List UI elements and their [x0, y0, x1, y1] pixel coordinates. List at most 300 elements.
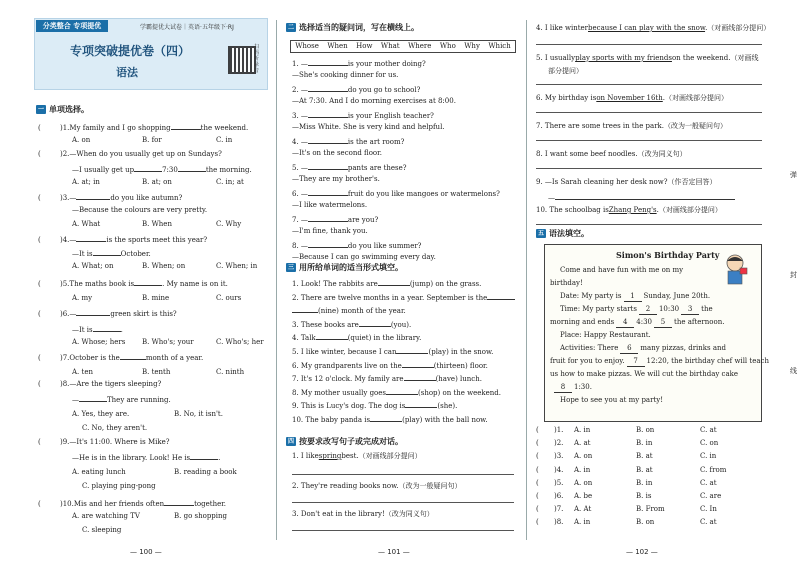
question-stem: together. [194, 500, 227, 508]
underlined-word: spring [318, 452, 342, 460]
section-3-line-4 [292, 319, 411, 330]
question-stem: . My name is on it. [162, 280, 228, 288]
option-a [72, 338, 125, 347]
answer-blank[interactable] [120, 352, 146, 360]
answer-line[interactable] [292, 530, 514, 531]
question-stem: 5. I like winter, because I can [292, 348, 397, 356]
question-stem: (jump) on the grass. [409, 280, 482, 288]
answer-row-3 [536, 452, 563, 461]
question-number: )5. [60, 280, 70, 288]
question-stem: 8. I want some beef noodles.（改为同义句） [536, 150, 687, 158]
option: A. in [574, 518, 591, 527]
series-name: 学霸提优大试卷 [140, 24, 183, 31]
question-number: )1. [60, 124, 70, 132]
section-4-question-6 [536, 94, 728, 103]
answer-blank[interactable] [178, 164, 206, 172]
question-stem: 7. It's 12 o'clock. My family are [292, 375, 404, 384]
question-stem: —When do you usually get up on Sundays? [69, 150, 222, 158]
question-stem: October is the [69, 354, 120, 362]
option: C. Why [216, 220, 242, 228]
option-c [700, 492, 721, 501]
story-line [560, 331, 651, 340]
answer-line [292, 123, 445, 132]
option-b [174, 468, 237, 477]
option-b [142, 338, 194, 347]
section-1-badge: 一 [37, 106, 44, 113]
question-7 [38, 352, 203, 363]
question-3 [38, 192, 182, 203]
answer-blank[interactable] [308, 136, 348, 144]
answer-blank[interactable] [308, 110, 348, 118]
answer-blank[interactable] [79, 394, 107, 402]
answer-text: —It's on the second floor. [292, 149, 382, 157]
question-stem: 10. The baby panda is [292, 416, 371, 424]
question-stem: the weekend. [200, 124, 249, 132]
page-number-101: — 101 — [378, 548, 410, 556]
answer-blank[interactable] [405, 400, 437, 408]
question-stem: —I usually get up [72, 166, 135, 174]
option-b [142, 220, 172, 229]
answer-line[interactable] [536, 44, 762, 45]
question-8 [38, 380, 161, 389]
question-number: )6. [554, 492, 564, 500]
boy-illustration-icon [720, 252, 750, 286]
answer-blank[interactable] [308, 84, 348, 92]
story-text: birthday! [550, 279, 583, 287]
question-number: )7. [60, 354, 70, 362]
option: B. on [636, 518, 655, 527]
question-stem: . [120, 326, 123, 334]
question-stem: 6. My grandparents live on the [292, 361, 402, 370]
option-a [574, 466, 590, 475]
option: A. my [72, 294, 93, 302]
section-1-title: 单项选择。 [49, 105, 89, 114]
section-2-question-1 [292, 58, 426, 69]
question-4-line2 [72, 248, 151, 259]
option: C. in [700, 452, 717, 461]
answer-blank[interactable] [171, 122, 201, 130]
story-line [560, 292, 710, 302]
question-stem: is your English teacher? [347, 112, 434, 120]
option: C. Who's; her [216, 338, 264, 346]
question-stem: (nine) month of the year. [318, 307, 406, 316]
numbered-blank[interactable]: 7 [627, 357, 645, 367]
question-stem: is the art room? [347, 138, 405, 146]
question-stem: 10. The schoolbag is [536, 206, 609, 214]
question-stem: (play) with the ball now. [402, 416, 488, 424]
question-stem: (quiet) in the library. [347, 334, 422, 343]
answer-blank[interactable] [396, 346, 428, 354]
question-stem: — [69, 310, 77, 318]
section-3-line-9 [292, 387, 501, 398]
question-stem: 2. They're reading books now.（改为一般疑问句） [292, 482, 462, 490]
question-number: )6. [60, 310, 70, 318]
option: A. are watching TV [72, 512, 140, 520]
option: A. on [574, 478, 593, 487]
option-b [142, 178, 172, 187]
option: A. on [72, 136, 91, 144]
answer-blank[interactable] [378, 278, 410, 286]
question-stem: . [218, 454, 221, 462]
option: C. When; in [216, 262, 258, 270]
edition: RJ [227, 24, 234, 31]
question-number: )1. [554, 426, 564, 434]
question-stem: 4. Talk [292, 334, 316, 343]
story-text: Date: My party is [560, 292, 622, 300]
question-3-line2 [72, 206, 207, 215]
numbered-blank[interactable]: 1 [624, 292, 642, 302]
story-line [560, 344, 726, 354]
answer-blank[interactable] [134, 164, 162, 172]
answer-blank[interactable] [308, 240, 348, 248]
word-bank-item: Whose [295, 42, 319, 50]
section-2-question-4 [292, 136, 404, 147]
answer-text: —At 7:30. And I do morning exercises at 8:00. [292, 97, 456, 105]
option-b [174, 410, 223, 419]
section-4-heading [286, 436, 403, 447]
question-10 [38, 498, 226, 509]
option: C. ninth [216, 368, 245, 376]
underlined-word: Zhang Peng's [608, 206, 657, 214]
option: C. in [216, 136, 233, 144]
question-stem: 2. There are twelve months in a year. September is the [292, 293, 488, 302]
option: C. from [700, 465, 727, 474]
answer-line [292, 175, 380, 184]
option: A. in [574, 426, 591, 434]
section-3-line-7 [292, 360, 488, 371]
answer-paren[interactable]: ( [38, 194, 41, 202]
subject: 英语 [188, 24, 201, 31]
section-4-question-5-line2 [548, 67, 583, 76]
question-number: )3. [554, 452, 564, 461]
numbered-blank[interactable]: 2 [639, 305, 657, 315]
option-c [82, 424, 147, 433]
question-stem: 1. — [292, 60, 308, 68]
answer-blank[interactable] [308, 58, 348, 66]
story-text: Come and have fun with me on my [560, 266, 684, 274]
question-stem: —It's 11:00. Where is Mike? [69, 438, 170, 446]
option-b [636, 452, 653, 461]
numbered-blank[interactable]: 4 [616, 318, 634, 328]
option: B. at [636, 465, 653, 474]
question-stem: .（对画线部分提问） [662, 94, 728, 102]
section-2-title: 选择适当的疑问词，写在横线上。 [299, 23, 419, 32]
story-line [560, 396, 663, 405]
story-text: Sunday, June 20th. [643, 292, 711, 300]
answer-blank[interactable] [76, 234, 106, 242]
option-a [72, 512, 140, 521]
section-4-question-9-answer [548, 192, 735, 203]
answer-text: —Miss White. She is very kind and helpful. [292, 123, 445, 131]
section-4-title: 按要求改写句子或完成对话。 [299, 437, 403, 446]
section-4-question-7 [536, 122, 727, 131]
option: A. on [574, 452, 593, 461]
option-a [72, 220, 100, 229]
answer-blank[interactable] [93, 324, 121, 332]
option: B. No, it isn't. [174, 410, 223, 418]
option: A. at [574, 439, 591, 448]
answer-paren[interactable]: ( [536, 439, 539, 448]
answer-blank[interactable] [404, 373, 436, 381]
answer-blank[interactable] [308, 188, 348, 196]
left-page [0, 0, 272, 566]
section-2-question-7 [292, 214, 378, 225]
answer-paren[interactable]: ( [38, 380, 41, 388]
answer-paren[interactable]: ( [38, 310, 41, 318]
answer-paren[interactable]: ( [38, 438, 41, 446]
word-bank-item: What [380, 42, 400, 50]
section-4-question-4 [536, 24, 770, 33]
answer-row-8 [536, 518, 563, 527]
question-stem: —It is [72, 250, 93, 258]
option: B. is [636, 492, 652, 500]
right-page [530, 0, 800, 566]
answer-paren[interactable]: ( [38, 280, 41, 288]
answer-line[interactable] [536, 84, 762, 85]
numbered-blank[interactable]: 8 [554, 383, 572, 393]
question-stem: best.（对画线部分提问） [341, 452, 422, 460]
story-text: fruit for you to enjoy. [550, 357, 625, 365]
answer-paren[interactable]: ( [536, 478, 539, 487]
answer-paren[interactable]: ( [536, 492, 539, 500]
option: B. mine [142, 294, 170, 302]
answer-line[interactable] [536, 168, 762, 169]
question-stem: Mis and her friends often [73, 500, 165, 508]
answer-paren[interactable]: ( [38, 236, 41, 244]
answer-row-6 [536, 492, 563, 501]
answer-paren[interactable]: ( [536, 505, 539, 514]
answer-paren[interactable]: ( [38, 354, 41, 362]
option: A. in [574, 465, 591, 474]
option-b [142, 368, 170, 377]
question-9-line2 [72, 452, 220, 463]
answer-blank[interactable] [359, 319, 391, 327]
story-line [552, 383, 592, 393]
section-2-question-2 [292, 84, 420, 95]
section-3-line-6 [292, 346, 493, 357]
answer-paren[interactable]: ( [38, 150, 41, 158]
story-line [560, 266, 683, 275]
section-2-heading [286, 22, 419, 33]
answer-text: —She's cooking dinner for us. [292, 71, 399, 79]
option-a [72, 178, 100, 187]
option-c [700, 466, 726, 475]
qr-label: 扫码听录音 [254, 44, 260, 74]
option-b [636, 479, 652, 488]
answer-blank[interactable] [164, 498, 194, 506]
option: B. go shopping [174, 512, 228, 520]
question-stem: — [548, 194, 555, 202]
question-stem: —Are the tigers sleeping? [69, 380, 162, 388]
section-3-line-10 [292, 400, 457, 411]
story-text: us how to make pizzas. We will cut the birthday cake [550, 370, 739, 378]
question-number: )5. [554, 478, 564, 487]
option: B. When [142, 220, 172, 228]
question-stem: My family and I go shopping [69, 124, 171, 132]
option-c [700, 426, 717, 435]
answer-row-1 [536, 426, 563, 435]
question-stem: on the weekend.（对画线 [671, 54, 759, 62]
section-3-title: 用所给单词的适当形式填空。 [299, 263, 403, 272]
question-stem: (you). [390, 320, 412, 329]
numbered-blank[interactable]: 5 [654, 318, 672, 328]
story-text: the afternoon. [674, 318, 725, 326]
option-c [216, 220, 241, 229]
answer-paren[interactable]: ( [536, 426, 539, 434]
question-stem: 3. Don't eat in the library!（改为同义句） [292, 510, 434, 518]
option: C. playing ping-pong [82, 482, 156, 490]
option-c [700, 452, 716, 461]
answer-blank[interactable] [93, 248, 121, 256]
answer-blank[interactable] [134, 278, 162, 286]
option-c [82, 482, 156, 491]
option: C. in; at [216, 178, 244, 186]
question-stem: 9. —Is Sarah cleaning her desk now?（作否定回答） [536, 178, 717, 186]
answer-blank[interactable] [487, 292, 515, 300]
option-b [142, 294, 169, 303]
question-6 [38, 308, 177, 319]
binding-margin [790, 170, 800, 390]
word-bank-item: Why [464, 42, 480, 50]
question-stem: .（对画线部分提问） [705, 24, 771, 32]
answer-blank[interactable] [292, 305, 318, 313]
answer-blank[interactable] [316, 332, 348, 340]
question-stem: 1. I like [292, 452, 319, 460]
option-a [574, 452, 592, 461]
question-stem: do you like summer? [347, 242, 422, 250]
answer-blank[interactable] [76, 308, 110, 316]
answer-line[interactable] [292, 474, 514, 475]
series-label: 学霸提优大试卷｜英语·五年级下·RJ [140, 24, 234, 31]
answer-blank[interactable] [308, 162, 348, 170]
question-stem: the morning. [205, 166, 252, 174]
answer-blank[interactable] [76, 192, 110, 200]
section-4-question-2 [292, 482, 462, 491]
section-3-line-2 [292, 292, 515, 303]
question-stem: 1. Look! The rabbits are [292, 280, 378, 288]
question-stem: —It is [72, 326, 93, 334]
answer-line[interactable] [292, 502, 514, 503]
answer-line[interactable] [536, 112, 762, 113]
section-4-question-8 [536, 150, 687, 159]
answer-paren[interactable]: ( [536, 465, 539, 474]
underlined-word: play sports with my friends [575, 54, 672, 62]
question-6-line2 [72, 324, 123, 335]
numbered-blank[interactable]: 3 [681, 305, 699, 315]
section-5-title: 语法填空。 [549, 229, 589, 238]
underlined-word: because I can play with the snow [588, 24, 706, 32]
question-stem: 部分提问） [548, 67, 583, 75]
story-text: Time: My party starts [560, 305, 637, 313]
underlined-word: on November 16th [596, 94, 663, 102]
story-line [550, 357, 769, 367]
option-c [216, 262, 257, 271]
answer-line[interactable] [536, 140, 762, 141]
margin-char-3: 线 [790, 367, 797, 375]
question-2 [38, 150, 222, 159]
section-3-line-5 [292, 332, 421, 343]
answer-paren[interactable]: ( [38, 500, 41, 508]
answer-blank[interactable] [370, 414, 402, 422]
section-3-heading [286, 262, 403, 273]
option: A. At [574, 505, 592, 514]
answer-line[interactable] [536, 224, 762, 225]
answer-line [292, 149, 382, 158]
option: C. ours [216, 294, 242, 302]
page-subtitle: 语法 [116, 66, 138, 79]
section-4-question-1 [292, 452, 422, 461]
answer-blank[interactable] [555, 192, 735, 200]
option-c [216, 338, 264, 347]
answer-paren[interactable]: ( [536, 452, 539, 461]
option-b [636, 439, 652, 448]
answer-row-5 [536, 479, 563, 488]
story-text: 1:30. [574, 383, 592, 391]
section-5-badge: 五 [537, 230, 544, 237]
question-stem: (shop) on the weekend. [418, 388, 502, 397]
story-line [550, 279, 583, 288]
question-stem: 3. These books are [292, 320, 359, 329]
option-b [142, 262, 185, 271]
question-4 [38, 234, 207, 245]
question-stem: —Because the colours are very pretty. [72, 206, 208, 214]
option-c [700, 439, 718, 448]
question-stem: do you go to school? [347, 86, 421, 94]
answer-paren[interactable]: ( [536, 518, 539, 527]
option: C. at [700, 426, 717, 434]
answer-line [292, 97, 456, 106]
story-title: Simon's Birthday Party [616, 250, 720, 260]
section-2-question-6 [292, 188, 500, 199]
answer-blank[interactable] [308, 214, 348, 222]
story-text: Hope to see you at my party! [560, 396, 664, 404]
option: A. What; on [72, 262, 114, 270]
option-a [72, 136, 90, 145]
answer-blank[interactable] [190, 452, 221, 462]
story-text: many pizzas, drinks and [640, 344, 727, 352]
question-number: )3. [60, 194, 70, 202]
option: B. Who's; your [142, 338, 194, 346]
section-4-badge: 四 [287, 438, 294, 445]
answer-blank[interactable] [386, 387, 418, 395]
answer-blank[interactable] [402, 360, 434, 368]
option-a [574, 518, 590, 527]
option-b [174, 512, 227, 521]
option-b [636, 492, 651, 501]
question-number: )2. [554, 439, 564, 448]
numbered-blank[interactable]: 6 [620, 344, 638, 354]
word-bank-item: When [327, 42, 348, 50]
option: B. When; on [142, 262, 186, 270]
question-stem: 7. There are some trees in the park.（改为一般疑问句） [536, 122, 728, 130]
column-divider-1 [276, 20, 277, 540]
section-2-question-3 [292, 110, 434, 121]
story-text: 4:30 [636, 318, 653, 326]
option: B. at; on [142, 178, 172, 186]
section-2-question-5 [292, 162, 407, 173]
option: C. are [700, 492, 722, 500]
question-stem: —He is in the library. Look! He is [72, 454, 191, 462]
section-4-question-3 [292, 510, 434, 519]
story-text: 10:30 [658, 305, 680, 313]
question-stem: (she). [437, 402, 458, 411]
question-8-line2 [72, 394, 171, 405]
option-c [700, 479, 717, 488]
answer-paren[interactable]: ( [38, 124, 41, 132]
option: C. at [700, 478, 717, 487]
option-b [636, 426, 654, 435]
question-number: )8. [60, 380, 70, 388]
